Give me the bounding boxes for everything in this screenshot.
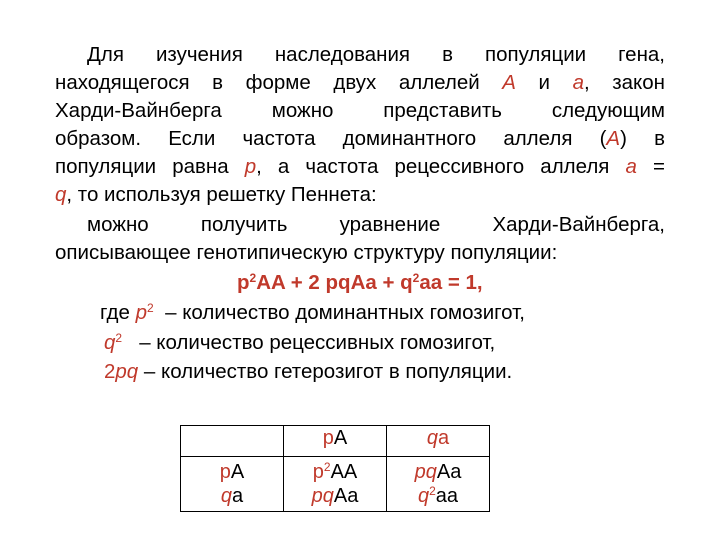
text-line-1: Для изучения наследования в популяции гена, <box>87 43 665 66</box>
text-line-2: находящегося в форме двух аллелей A и a, закон <box>55 71 665 94</box>
definition-p2: где $p^2$ – количество доминантных гомозигот, <box>100 301 525 324</box>
text-line-4: образом. Если частота доминантного аллеля (A) в <box>55 127 665 150</box>
definition-2pq: 2pq – количество гетерозигот в популяции. <box>104 360 513 383</box>
punnett-cell-pqAa-1: pqAa <box>311 485 359 507</box>
punnett-corner <box>181 426 284 457</box>
punnett-row-headers <box>181 457 284 512</box>
definition-q2: $q^2$ – количество рецессивных гомозигот, <box>104 331 496 354</box>
text-line-3: Харди-Вайнберга можно представить следующим <box>55 99 665 122</box>
punnett-col-qa-cells <box>387 457 490 512</box>
punnett-cell-q2aa: $q^2aa$ <box>417 484 459 507</box>
text-line-6: q, то используя решетку Пеннета: <box>55 183 377 206</box>
punnett-row-header-pA: pA <box>219 461 245 483</box>
text-line-5: популяции равна p, а частота рецессивного аллеля a = <box>55 155 665 178</box>
punnett-square <box>180 425 490 512</box>
punnett-row-header-qa: qa <box>220 485 244 507</box>
punnett-body-row <box>181 457 490 512</box>
punnett-header-row <box>181 426 490 457</box>
punnett-cell-pqAa-2: pqAa <box>414 461 462 483</box>
punnett-cell-p2AA: $p^2AA$ <box>312 460 358 483</box>
text-line-7: можно получить уравнение Харди-Вайнберга, <box>87 213 665 236</box>
text-line-8: описывающее генотипическую структуру популяции: <box>55 241 558 264</box>
punnett-col-header-pA: pA <box>284 426 387 457</box>
punnett-col-header-qa: qa <box>387 426 490 457</box>
hardy-weinberg-equation: $p^2AA + 2$ pqAa + $q^2aa = 1$, <box>237 271 483 294</box>
punnett-col-pA-cells <box>284 457 387 512</box>
